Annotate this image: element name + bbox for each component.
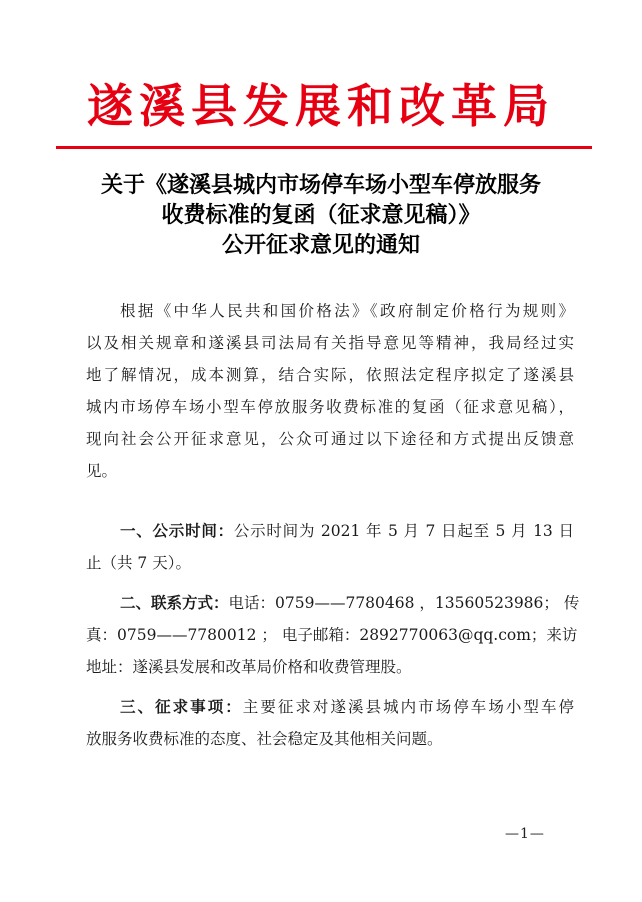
section-2-line-3: 地址：遂溪县发展和改革局价格和收费管理股。 — [86, 658, 412, 676]
intro-line-2: 以及相关规章和遂溪县司法局有关指导意见等精神，我局经过实 — [86, 334, 574, 352]
section-3-heading: 三、征求事项： — [120, 698, 243, 716]
intro-line-6: 见。 — [86, 462, 118, 480]
section-3-line-2: 放服务收费标准的态度、社会稳定及其他相关问题。 — [86, 730, 443, 748]
section-2-text: 电话：0759——7780468 ，13560523986； 传 — [228, 594, 580, 612]
intro-line-3: 地了解情况，成本测算，结合实际，依照法定程序拟定了遂溪县 — [86, 366, 574, 384]
document-title-line-1: 关于《遂溪县城内市场停车场小型车停放服务 — [100, 172, 541, 198]
section-3-text: 主要征求对遂溪县城内市场停车场小型车停 — [242, 698, 574, 716]
document-title-line-2: 收费标准的复函（征求意见稿）》 — [161, 202, 481, 228]
section-contact-info — [86, 587, 580, 683]
section-2-line-1 — [86, 587, 580, 619]
section-1-text: 公示时间为 2021 年 5 月 7 日起至 5 月 13 日 — [233, 522, 574, 540]
document-title-line-3: 公开征求意见的通知 — [221, 232, 420, 258]
section-2-heading: 二、联系方式： — [120, 594, 229, 612]
intro-line-1: 根据《中华人民共和国价格法》《政府制定价格行为规则》 — [120, 302, 574, 320]
header-red-rule — [56, 146, 592, 149]
section-1-line-1 — [86, 515, 574, 547]
section-consultation-matters — [86, 691, 574, 755]
intro-line-5: 现向社会公开征求意见，公众可通过以下途径和方式提出反馈意 — [86, 430, 574, 448]
section-publicity-period — [86, 515, 574, 579]
intro-line-4: 城内市场停车场小型车停放服务收费标准的复函（征求意见稿）， — [86, 398, 574, 416]
section-1-line-2: 止（共 7 天）。 — [86, 554, 191, 572]
section-2-line-2: 真：0759——7780012 ； 电子邮箱：2892770063@qq.com；来访 — [86, 626, 578, 644]
section-3-line-1 — [86, 691, 574, 723]
agency-header-title: 遂溪县发展和改革局 — [87, 79, 555, 133]
section-1-heading: 一、公示时间： — [120, 522, 234, 540]
page-number: —1— — [505, 826, 545, 842]
intro-paragraph — [86, 295, 574, 487]
